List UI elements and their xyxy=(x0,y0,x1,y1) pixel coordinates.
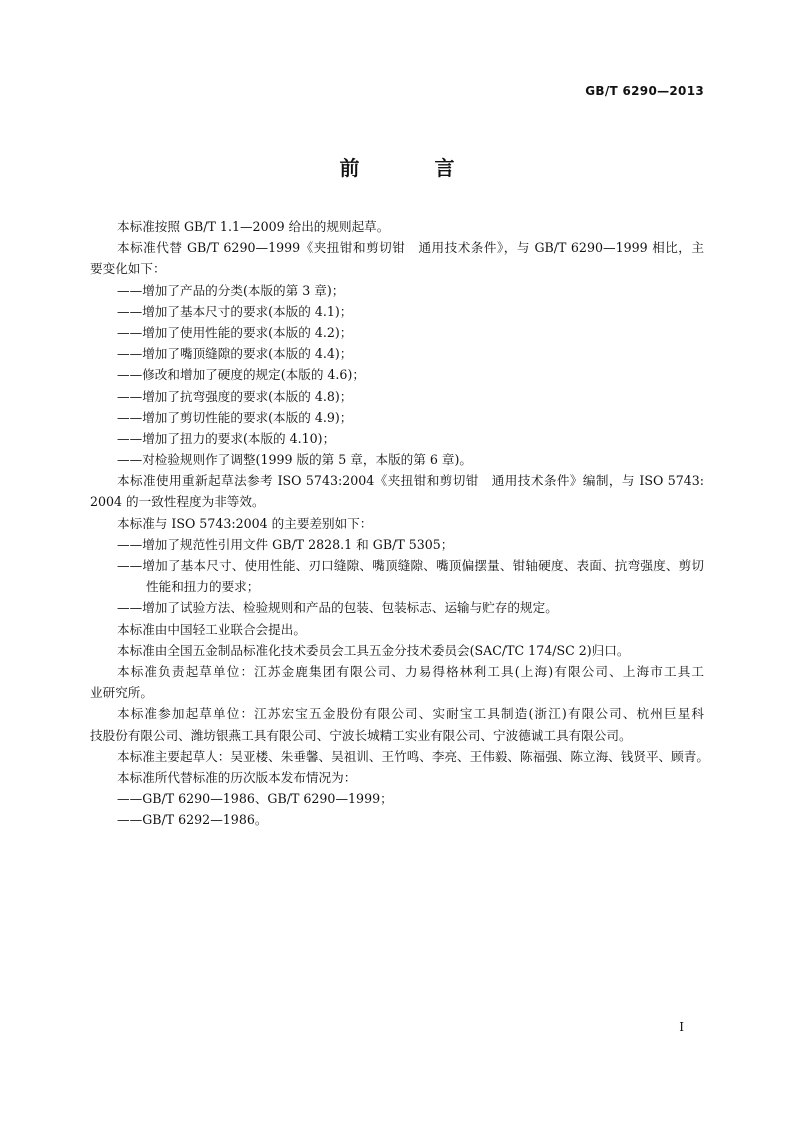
paragraph-line: 本标准由中国轻工业联合会提出。 xyxy=(117,621,306,637)
paragraph-line: 要变化如下： xyxy=(90,261,166,277)
list-item-continuation: 性能和扭力的要求； xyxy=(146,579,260,595)
paragraph-line: 本标准与 ISO 5743:2004 的主要差别如下： xyxy=(117,515,373,531)
list-item: ——增加了使用性能的要求(本版的 4.2)； xyxy=(117,324,353,340)
paragraph-line: 本标准所代替标准的历次版本发布情况为： xyxy=(117,769,357,785)
list-item: ——GB/T 6290—1986、GB/T 6290—1999； xyxy=(117,791,393,807)
paragraph-line: 技股份有限公司、潍坊银燕工具有限公司、宁波长城精工实业有限公司、宁波德诚工具有限公司。 xyxy=(90,727,632,743)
list-item: ——GB/T 6292—1986。 xyxy=(117,812,268,828)
paragraph-line: 本标准负责起草单位：江苏金鹿集团有限公司、力易得格林利工具(上海)有限公司、上海市工具工 xyxy=(117,663,704,679)
standard-code-header: GB/T 6290—2013 xyxy=(585,84,704,98)
list-item: ——增加了抗弯强度的要求(本版的 4.8)； xyxy=(117,388,353,404)
paragraph-line: 本标准使用重新起草法参考 ISO 5743:2004《夹扭钳和剪切钳 通用技术条件》编制，与 ISO 5743: xyxy=(117,473,704,489)
paragraph-line: 本标准主要起草人：吴亚楼、朱垂馨、吴祖训、王竹鸣、李亮、王伟毅、陈福强、陈立海、钱贤平、顾青。 xyxy=(117,748,709,764)
list-item: ——增加了产品的分类(本版的第 3 章)； xyxy=(117,282,345,298)
list-item: ——增加了嘴顶缝隙的要求(本版的 4.4)； xyxy=(117,346,353,362)
foreword-body xyxy=(90,216,709,830)
list-item: ——增加了试验方法、检验规则和产品的包装、包装标志、运输与贮存的规定。 xyxy=(117,600,558,616)
list-item: ——增加了扭力的要求(本版的 4.10)； xyxy=(117,430,336,446)
list-item: ——增加了基本尺寸的要求(本版的 4.1)； xyxy=(117,303,353,319)
paragraph-line: 2004 的一致性程度为非等效。 xyxy=(90,494,265,510)
paragraph-line: 本标准由全国五金制品标准化技术委员会工具五金分技术委员会(SAC/TC 174/SC 2)归口。 xyxy=(117,642,630,658)
list-item: ——对检验规则作了调整(1999 版的第 5 章，本版的第 6 章)。 xyxy=(117,452,472,468)
paragraph-line: 本标准按照 GB/T 1.1—2009 给出的规则起草。 xyxy=(117,219,390,234)
paragraph-line: 业研究所。 xyxy=(90,685,153,701)
page-number: I xyxy=(679,1020,684,1034)
list-item: ——修改和增加了硬度的规定(本版的 4.6)； xyxy=(117,367,365,383)
page-title: 前 言 xyxy=(339,156,489,180)
list-item: ——增加了剪切性能的要求(本版的 4.9)； xyxy=(117,409,353,425)
list-item: ——增加了规范性引用文件 GB/T 2828.1 和 GB/T 5305； xyxy=(117,536,454,552)
paragraph-line: 本标准代替 GB/T 6290—1999《夹扭钳和剪切钳 通用技术条件》，与 GB/T 6290—1999 相比，主 xyxy=(117,240,704,256)
list-item: ——增加了基本尺寸、使用性能、刃口缝隙、嘴顶缝隙、嘴顶偏摆量、钳轴硬度、表面、抗弯强度、剪切 xyxy=(117,558,704,573)
paragraph-line: 本标准参加起草单位：江苏宏宝五金股份有限公司、实耐宝工具制造(浙江)有限公司、杭州巨星科 xyxy=(117,706,704,722)
